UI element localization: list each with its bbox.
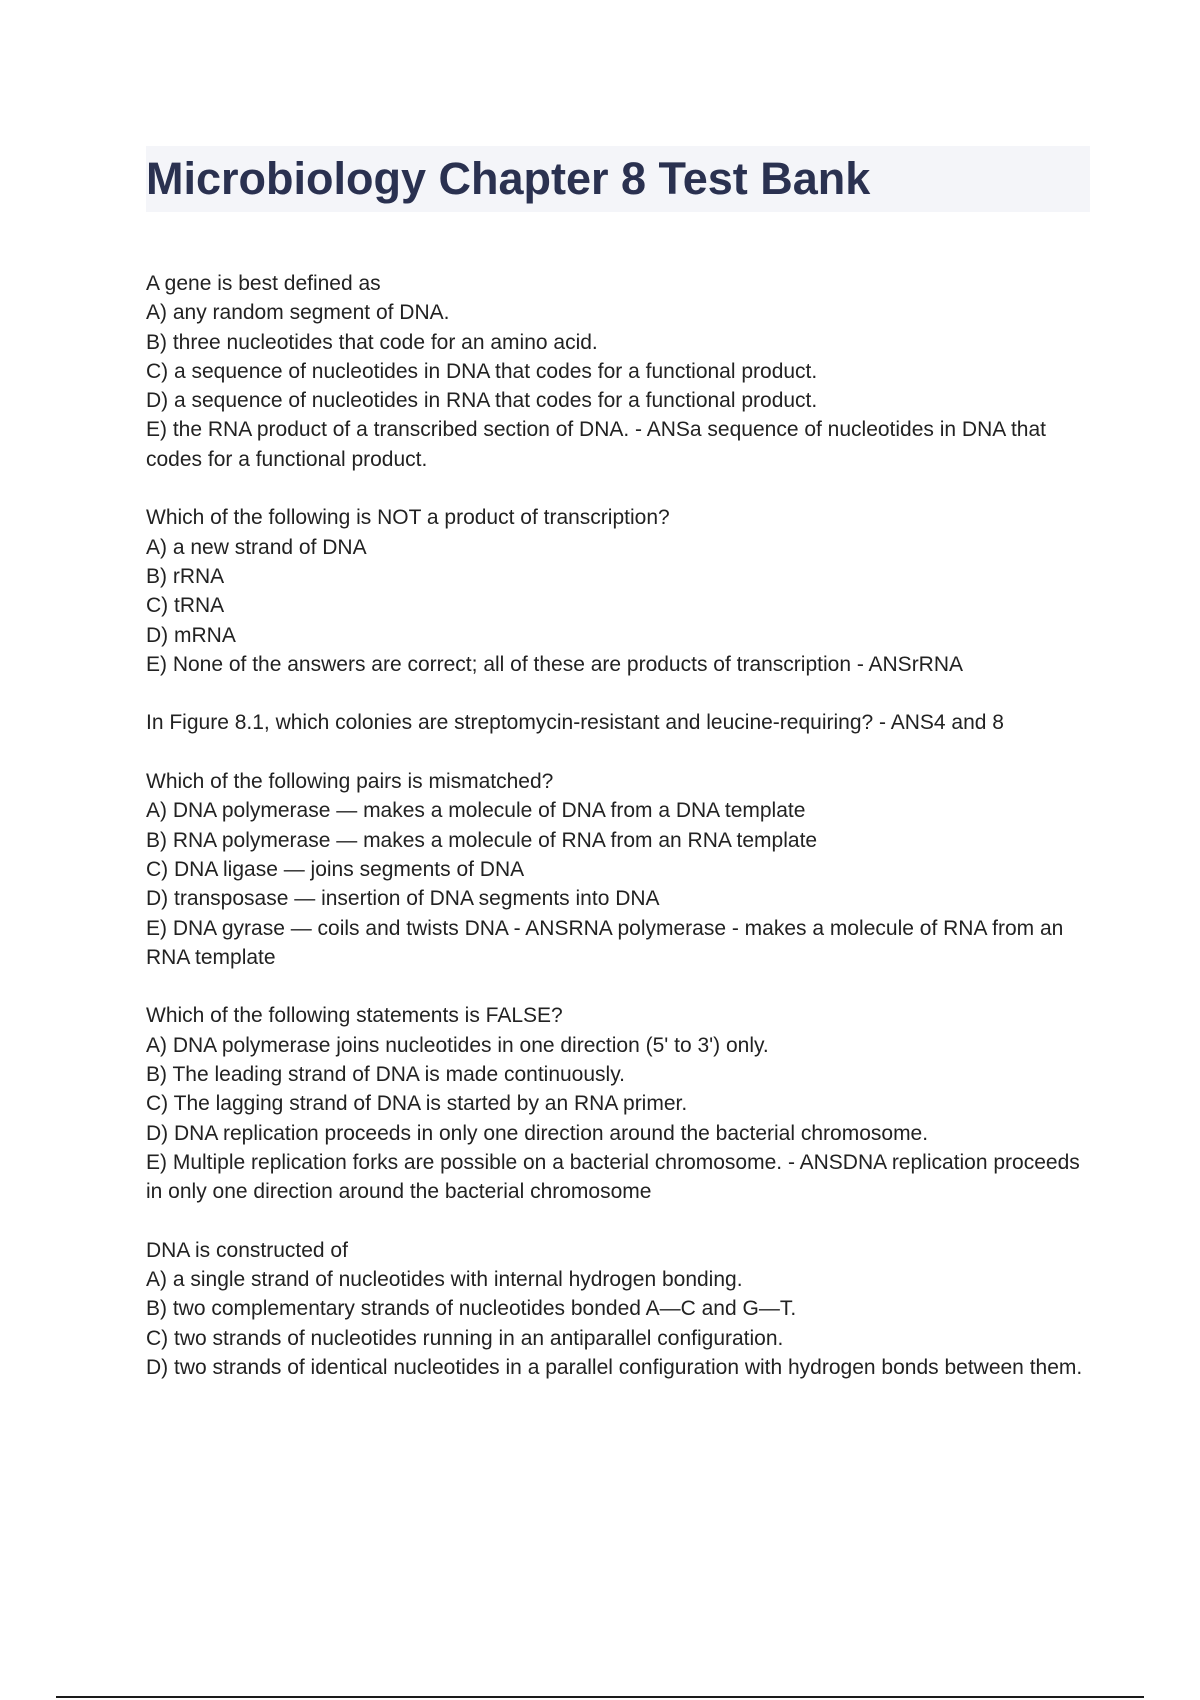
answer-option-with-answer: E) None of the answers are correct; all of these are products of transcription - ANSrRNA xyxy=(146,652,964,676)
answer-option: C) tRNA xyxy=(146,594,225,618)
answer-option: C) The lagging strand of DNA is started by an RNA primer. xyxy=(146,1092,688,1116)
question-stem: DNA is constructed of xyxy=(146,1238,348,1262)
question-block xyxy=(146,1001,1090,1206)
question-block xyxy=(146,269,1090,474)
answer-option: D) transposase — insertion of DNA segments into DNA xyxy=(146,887,660,911)
answer-option: C) two strands of nucleotides running in an antiparallel configuration. xyxy=(146,1326,784,1350)
answer-option: D) a sequence of nucleotides in RNA that codes for a functional product. xyxy=(146,389,818,413)
answer-option: A) a single strand of nucleotides with internal hydrogen bonding. xyxy=(146,1268,743,1292)
answer-option: A) a new strand of DNA xyxy=(146,535,367,559)
question-stem: A gene is best defined as xyxy=(146,272,381,295)
question-block xyxy=(146,503,1090,679)
answer-option: B) The leading strand of DNA is made continuously. xyxy=(146,1063,625,1087)
footer-divider xyxy=(56,1696,1144,1698)
answer-option: B) RNA polymerase — makes a molecule of RNA from an RNA template xyxy=(146,828,818,852)
answer-option: D) two strands of identical nucleotides in a parallel configuration with hydrogen bonds between them. xyxy=(146,1355,1083,1379)
question-stem: Which of the following is NOT a product of transcription? xyxy=(146,506,670,530)
document-title: Microbiology Chapter 8 Test Bank xyxy=(146,153,871,204)
question-list xyxy=(146,269,1090,1412)
answer-option-with-answer: E) Multiple replication forks are possible on a bacterial chromosome. - ANSDNA replication proceeds in only one direction around the bacterial chromosome xyxy=(146,1150,1086,1204)
answer-option: A) any random segment of DNA. xyxy=(146,301,450,325)
question-block xyxy=(146,1236,1090,1382)
question-block xyxy=(146,767,1090,972)
question-stem: Which of the following pairs is mismatched? xyxy=(146,770,554,794)
answer-option: D) mRNA xyxy=(146,623,236,647)
question-with-answer: In Figure 8.1, which colonies are streptomycin-resistant and leucine-requiring? - ANS4 and 8 xyxy=(146,711,1004,735)
question-stem: Which of the following statements is FALSE? xyxy=(146,1004,563,1028)
answer-option: C) DNA ligase — joins segments of DNA xyxy=(146,857,525,881)
answer-option: B) two complementary strands of nucleotides bonded A—C and G—T. xyxy=(146,1297,797,1321)
answer-option: B) three nucleotides that code for an amino acid. xyxy=(146,330,598,354)
answer-option: C) a sequence of nucleotides in DNA that codes for a functional product. xyxy=(146,359,818,383)
answer-option-with-answer: E) DNA gyrase — coils and twists DNA - ANSRNA polymerase - makes a molecule of RNA from an RNA template xyxy=(146,916,1070,969)
answer-option: D) DNA replication proceeds in only one direction around the bacterial chromosome. xyxy=(146,1121,929,1145)
question-block xyxy=(146,708,1090,737)
answer-option: A) DNA polymerase — makes a molecule of DNA from a DNA template xyxy=(146,799,806,823)
answer-option: B) rRNA xyxy=(146,564,225,588)
answer-option-with-answer: E) the RNA product of a transcribed section of DNA. - ANSa sequence of nucleotides in DNA that codes for a functional product. xyxy=(146,418,1052,471)
answer-option: A) DNA polymerase joins nucleotides in one direction (5' to 3') only. xyxy=(146,1033,769,1057)
